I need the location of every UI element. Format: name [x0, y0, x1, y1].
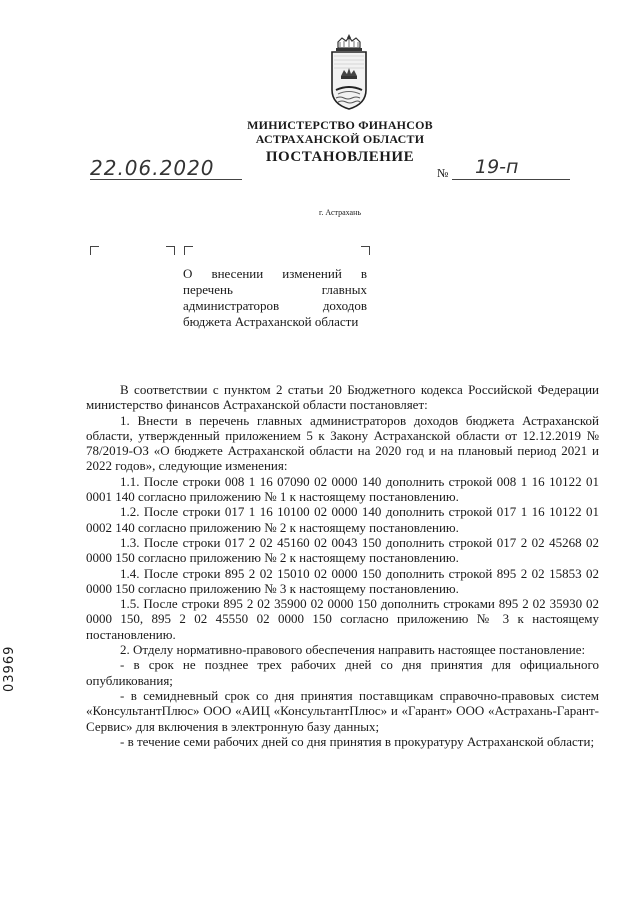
- number-sign: №: [437, 166, 449, 180]
- bracket-corner-top-right: [361, 246, 370, 255]
- date-underline: [90, 179, 242, 180]
- paragraph-item-1-2: 1.2. После строки 017 1 16 10100 02 0000 140 дополнить строкой 017 1 16 10122 01 0002 140 согласно приложению № 2 к настоящему постановлению.: [86, 504, 599, 535]
- bracket-corner-top-left: [90, 246, 99, 255]
- city-name: г. Астрахань: [318, 208, 362, 217]
- paragraph-item-2-a: - в срок не позднее трех рабочих дней со дня принятия для официального опубликования;: [86, 657, 599, 688]
- paragraph-item-2: 2. Отделу нормативно-правового обеспечения направить настоящее постановление:: [120, 642, 586, 658]
- bracket-corner-top-mid-left: [166, 246, 175, 255]
- side-registration-number: 03969: [2, 645, 17, 692]
- paragraph-preamble: В соответствии с пунктом 2 статьи 20 Бюджетного кодекса Российской Федерации министерство финансов Астраханской области постановляет:: [86, 382, 599, 413]
- astrakhan-coat-of-arms-icon: [324, 32, 374, 112]
- document-body: [86, 382, 599, 749]
- paragraph-item-1: 1. Внести в перечень главных администраторов доходов бюджета Астраханской области, утвержденный приложением 5 к Закону Астраханской области от 12.12.2019 № 78/2019-ОЗ «О бюджете Астраханской области на 2020 год и на плановый период 2021 и 2022 годов», следующие изменения:: [86, 412, 599, 474]
- document-type: ПОСТАНОВЛЕНИЕ: [265, 149, 415, 165]
- bracket-corner-top-mid-right: [184, 246, 193, 255]
- document-date: 22.06.2020: [90, 156, 215, 180]
- ministry-name-line1: МИНИСТЕРСТВО ФИНАНСОВ: [247, 118, 433, 132]
- paragraph-item-2-c: - в течение семи рабочих дней со дня принятия в прокуратуру Астраханской области;: [120, 733, 595, 749]
- number-underline: [452, 179, 570, 180]
- paragraph-item-1-3: 1.3. После строки 017 2 02 45160 02 0043 150 дополнить строкой 017 2 02 45268 02 0000 150 согласно приложению № 2 к настоящему постановлению.: [86, 534, 599, 566]
- document-number: 19-п: [475, 156, 519, 178]
- paragraph-item-1-5: 1.5. После строки 895 2 02 35900 02 0000 150 дополнить строками 895 2 02 35930 02 0000 150, 895 2 02 45550 02 0000 150 согласно приложению № 3 к настоящему постановлению.: [86, 596, 599, 642]
- paragraph-item-2-b: - в семидневный срок со дня принятия поставщикам справочно-правовых систем «КонсультантПлюс» ООО «АИЦ «КонсультантПлюс» и «Гарант» ООО «Астрахань-Гарант-Сервис» для включения в электронную базу данных;: [86, 687, 599, 734]
- paragraph-item-1-1: 1.1. После строки 008 1 16 07090 02 0000 140 дополнить строкой 008 1 16 10122 01 0001 140 согласно приложению № 1 к настоящему постановлению.: [86, 473, 599, 505]
- paragraph-item-1-4: 1.4. После строки 895 2 02 15010 02 0000 150 дополнить строкой 895 2 02 15853 02 0000 150 согласно приложению № 3 к настоящему постановлению.: [86, 565, 599, 596]
- ministry-name-line2: АСТРАХАНСКОЙ ОБЛАСТИ: [255, 132, 425, 146]
- document-subject: О внесении изменений в перечень главных администраторов доходов бюджета Астраханской области: [183, 266, 367, 329]
